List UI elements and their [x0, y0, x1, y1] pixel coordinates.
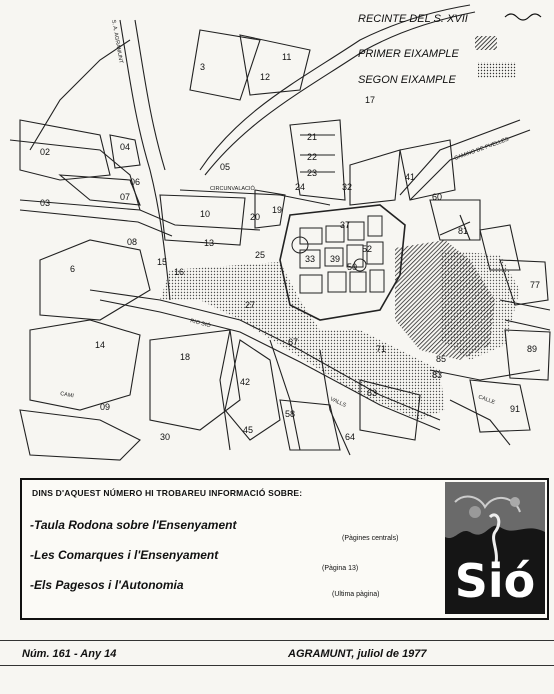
svg-text:63: 63 — [367, 388, 378, 398]
svg-text:CIRCUNVALACIÓ: CIRCUNVALACIÓ — [210, 186, 255, 192]
svg-text:71: 71 — [376, 344, 387, 354]
contents-box — [20, 478, 549, 620]
svg-text:91: 91 — [510, 404, 521, 414]
svg-text:25: 25 — [255, 250, 266, 260]
svg-text:42: 42 — [240, 377, 251, 387]
svg-text:85: 85 — [436, 354, 447, 364]
issue-number: Núm. 161 - Any 14 — [22, 648, 117, 660]
svg-text:12: 12 — [260, 72, 271, 82]
svg-text:06: 06 — [130, 177, 141, 187]
note-pagina-13: (Pàgina 13) — [322, 565, 359, 572]
note-pagines-centrals: (Pàgines centrals) — [342, 535, 399, 542]
svg-text:05: 05 — [220, 162, 231, 172]
svg-text:CAMINO DE PUELLES: CAMINO DE PUELLES — [453, 136, 510, 162]
svg-text:18: 18 — [180, 352, 191, 362]
svg-text:21: 21 — [307, 132, 318, 142]
svg-text:14: 14 — [95, 340, 106, 350]
svg-text:CALLE: CALLE — [477, 394, 496, 406]
svg-text:20: 20 — [250, 212, 261, 222]
sio-logo-text: Sió — [454, 554, 536, 608]
svg-text:58: 58 — [285, 409, 296, 419]
svg-text:24: 24 — [295, 182, 306, 192]
svg-text:52: 52 — [362, 244, 373, 254]
svg-text:50: 50 — [347, 262, 358, 272]
footer-rule-top — [0, 640, 554, 641]
svg-text:45: 45 — [243, 425, 254, 435]
svg-text:30: 30 — [160, 432, 171, 442]
svg-text:22: 22 — [307, 152, 318, 162]
legend-primer-eixample: PRIMER EIXAMPLE — [358, 48, 459, 60]
svg-text:04: 04 — [120, 142, 131, 152]
svg-text:39: 39 — [330, 254, 341, 264]
place-date: AGRAMUNT, juliol de 1977 — [288, 648, 427, 660]
svg-text:27: 27 — [245, 300, 256, 310]
svg-text:60: 60 — [432, 192, 443, 202]
svg-text:67: 67 — [288, 337, 299, 347]
svg-text:17: 17 — [365, 95, 376, 105]
svg-text:19: 19 — [272, 205, 283, 215]
svg-text:07: 07 — [120, 192, 131, 202]
svg-text:64: 64 — [345, 432, 356, 442]
note-ultima-pagina: (Ultima pàgina) — [332, 591, 380, 598]
svg-text:03: 03 — [40, 198, 51, 208]
svg-text:15: 15 — [157, 257, 168, 267]
svg-text:41: 41 — [405, 172, 416, 182]
svg-text:08: 08 — [127, 237, 138, 247]
svg-text:13: 13 — [204, 238, 215, 248]
contents-intro: DINS D'AQUEST NÚMERO HI TROBAREU INFORMACIÓ SOBRE: — [32, 488, 303, 498]
svg-text:23: 23 — [307, 168, 318, 178]
svg-text:S. A. AGRAMUNT: S. A. AGRAMUNT — [110, 19, 124, 65]
sio-logo — [445, 482, 545, 614]
svg-text:CAMI: CAMI — [59, 391, 75, 400]
svg-text:02: 02 — [40, 147, 51, 157]
svg-text:32: 32 — [342, 182, 353, 192]
svg-text:6: 6 — [70, 264, 76, 274]
zone-labels — [40, 52, 540, 442]
svg-text:83: 83 — [432, 370, 443, 380]
svg-text:11: 11 — [282, 52, 292, 62]
svg-text:10: 10 — [200, 209, 211, 219]
legend-segon-eixample: SEGON EIXAMPLE — [358, 74, 456, 86]
item-taula-rodona: -Taula Rodona sobre l'Ensenyament — [30, 518, 237, 532]
svg-text:RIO SIÓ: RIO SIÓ — [189, 318, 212, 330]
svg-text:VALLS: VALLS — [329, 396, 347, 409]
svg-text:77: 77 — [530, 280, 541, 290]
item-comarques: -Les Comarques i l'Ensenyament — [30, 548, 219, 562]
footer-rule-bottom — [0, 665, 554, 666]
svg-text:37: 37 — [340, 220, 351, 230]
svg-text:81: 81 — [458, 226, 469, 236]
svg-text:3: 3 — [200, 62, 206, 72]
legend-recinte: RECINTE DEL S. XVII — [358, 13, 468, 25]
svg-text:33: 33 — [305, 254, 316, 264]
svg-text:09: 09 — [100, 402, 111, 412]
item-pagesos: -Els Pagesos i l'Autonomia — [30, 578, 184, 592]
svg-text:16: 16 — [174, 267, 185, 277]
svg-text:89: 89 — [527, 344, 538, 354]
map-legend — [358, 10, 550, 90]
